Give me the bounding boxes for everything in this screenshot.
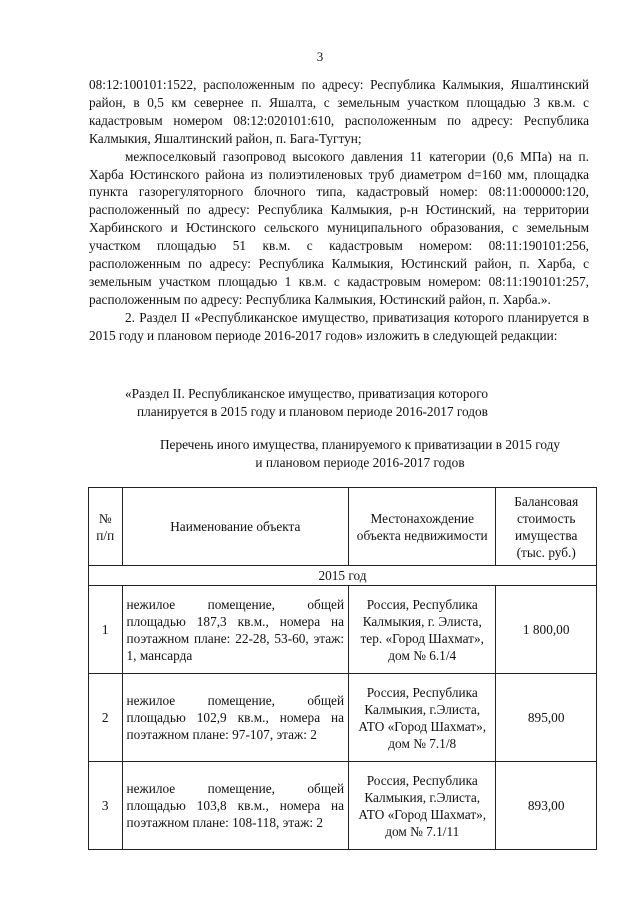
table-header-row [89,488,597,566]
section-title-line-1: «Раздел II. Республиканское имущество, приватизация которого [125,386,488,401]
list-title-line-1: Перечень иного имущества, планируемого к приватизации в 2015 году [159,437,561,452]
row-object-name: нежилое помещение, общей площадью 103,8 кв.м., номера на поэтажном плане: 108-118, этаж: 2 [122,762,349,850]
row-value: 893,00 [496,762,597,850]
table-row [89,674,597,762]
row-value: 1 800,00 [496,586,597,674]
header-number: № п/п [89,488,123,566]
page-number: 3 [316,49,324,64]
list-title-line-2: и плановом периоде 2016-2017 годов [255,455,465,470]
row-value: 895,00 [496,674,597,762]
row-number: 1 [89,586,123,674]
paragraph-gas-pipeline: межпоселковый газопровод высокого давления 11 категории (0,6 МПа) на п. Харба Юстинского района из полиэтиленовых труб диаметром d=160 мм, площадка пункта газорегуляторного блочного типа, кадастровый номер: 08:11:000000:120, расположенный по адресу: Республика Калмыкия, р-н Юстинский, на территории Харбинского и Юстинского сельского муниципального образования, с земельным участком площадью 51 кв.м. с кадастровым номером: 08:11:190101:256, расположенным по адресу: Республика Калмыкия, Юстинский район, п. Харба, с земельным участком площадью 1 кв.м. с кадастровым номером: 08:11:190101:257, расположенным по адресу: Республика Калмыкия, Юстинский район, п. Харба.». [89,148,589,307]
row-number: 2 [89,674,123,762]
section-title [125,385,595,421]
table-row [89,762,597,850]
year-label: 2015 год [89,566,597,586]
header-balance-value: Балансовая стоимость имущества (тыс. руб.) [496,488,597,566]
row-location: Россия, Республика Калмыкия, г.Элиста, АТО «Город Шахмат», дом № 7.1/11 [349,762,496,850]
row-location: Россия, Республика Калмыкия, г.Элиста, АТО «Город Шахмат», дом № 7.1/8 [349,674,496,762]
row-number: 3 [89,762,123,850]
property-table [88,487,597,850]
body-text [89,76,589,345]
list-title [90,436,630,472]
row-object-name: нежилое помещение, общей площадью 187,3 кв.м., номера на поэтажном плане: 22-28, 53-60, этаж: 1, мансарда [122,586,349,674]
row-location: Россия, Республика Калмыкия, г. Элиста, тер. «Город Шахмат», дом № 6.1/4 [349,586,496,674]
paragraph-section-amendment: 2. Раздел II «Республиканское имущество, приватизация которого планируется в 2015 году и плановом периоде 2016-2017 годов» изложить в следующей редакции: [89,309,589,343]
table-row [89,586,597,674]
paragraph-cadastral-yashalta: 08:12:100101:1522, расположенным по адресу: Республика Калмыкия, Яшалтинский район, в 0,5 км севернее п. Яшалта, с земельным участком площадью 3 кв.м. с кадастровым номером 08:12:020101:610, расположенным по адресу: Республика Калмыкия, Яшалтинский район, п. Бага-Тугтун; [89,77,589,146]
header-object-name: Наименование объекта [122,488,349,566]
section-title-line-2: планируется в 2015 году и плановом периоде 2016-2017 годов [137,404,488,419]
row-object-name: нежилое помещение, общей площадью 102,9 кв.м., номера на поэтажном плане: 97-107, этаж: 2 [122,674,349,762]
year-row [89,566,597,586]
header-location: Местонахождение объекта недвижимости [349,488,496,566]
